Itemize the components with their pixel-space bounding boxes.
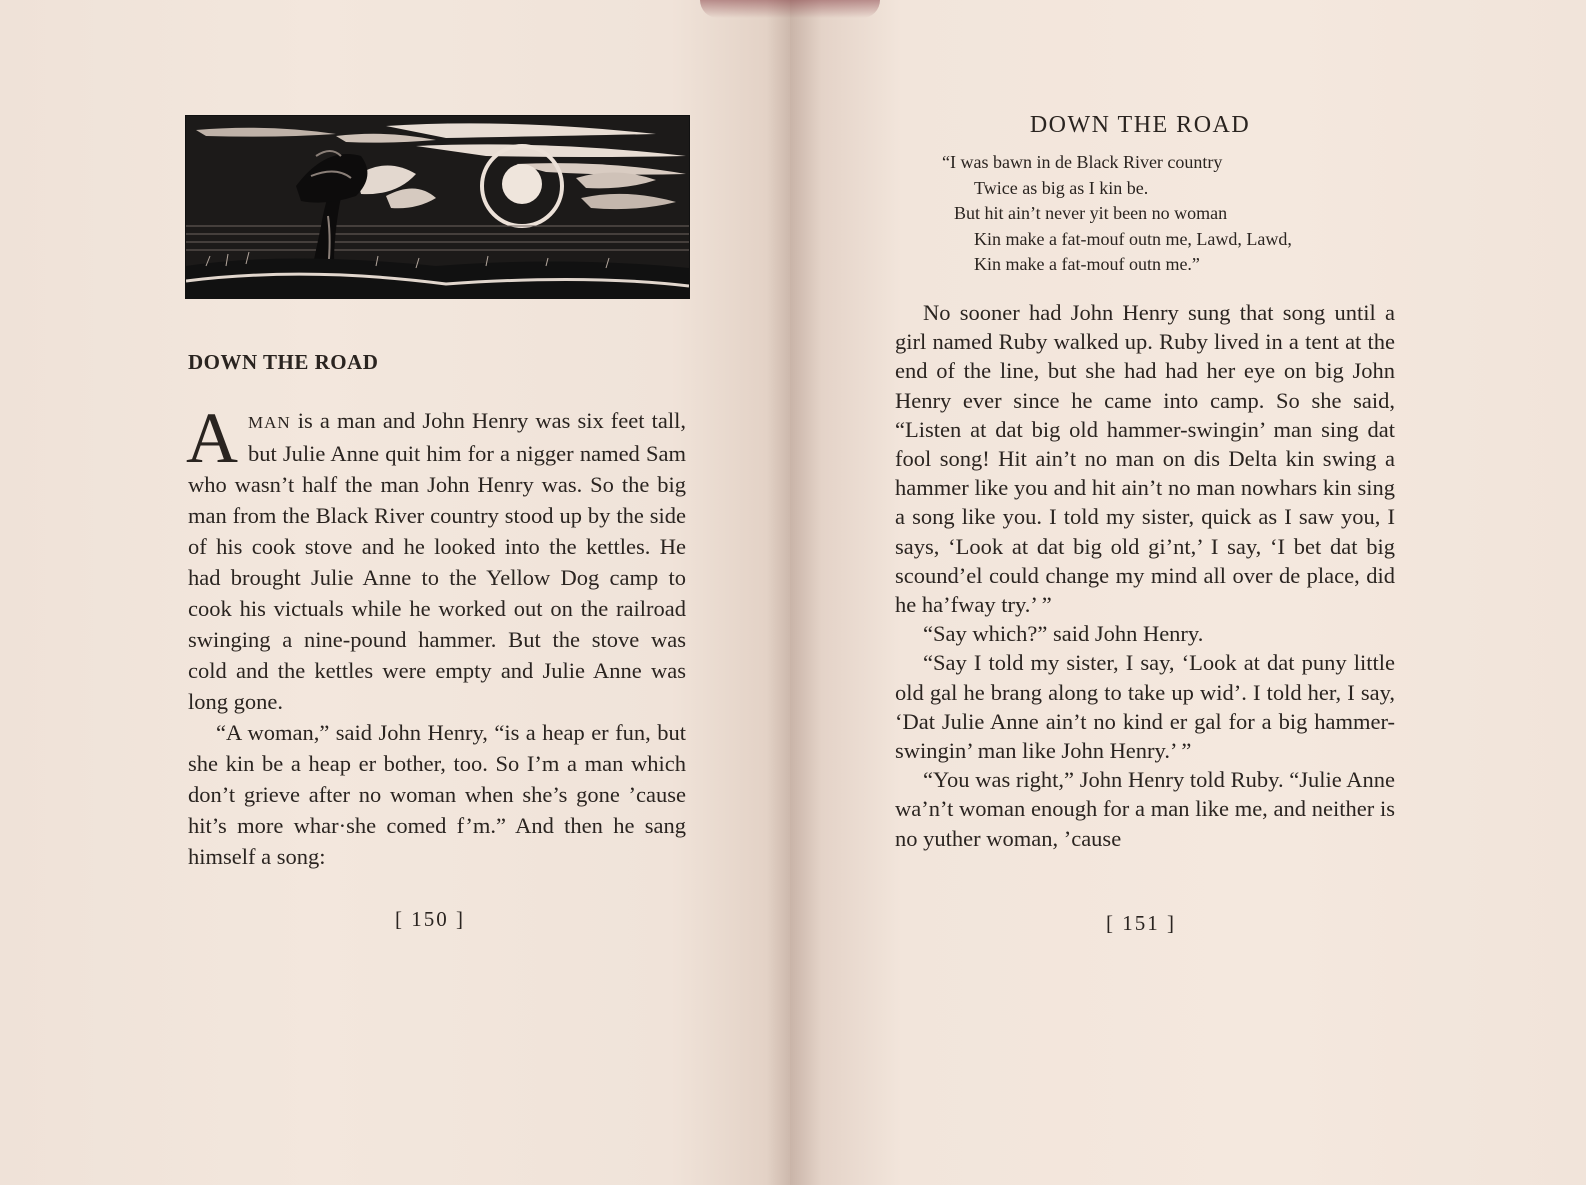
verse-line: But hit ain’t never yit been no woman: [954, 203, 1228, 223]
verse-line: “I was bawn in de Black River country: [942, 152, 1223, 172]
verse-line: Kin make a fat-mouf outn me.”: [974, 254, 1200, 274]
woodcut-illustration: [185, 115, 690, 299]
running-head-right: DOWN THE ROAD: [1029, 112, 1251, 138]
verse-line: Kin make a fat-mouf outn me, Lawd, Lawd,: [974, 228, 1292, 249]
verse-line: Twice as big as I kin be.: [974, 177, 1149, 198]
paragraph: No sooner had John Henry sung that song until a girl named Ruby walked up. Ruby lived in a tent at the end of the line, but she had had her eye on big John Henry ever since he came into camp. So she said, “Listen at dat big old hammer-swingin’ man sing dat fool song! Hit ain’t no man on dis Delta kin swing a hammer like you and hit ain’t no man nowhars kin sing a song like you. I told my sister, quick as I saw you, I says, ‘Look at dat big old gi’nt,’ I say, ‘I bet dat big scound’el could change my mind all over de place, did he ha’fway try.’ ”: [895, 300, 1395, 618]
paragraph: “You was right,” John Henry told Ruby. “Julie Anne wa’n’t woman enough for a man like me, and neither is no yuther woman, ’cause: [895, 767, 1395, 851]
paragraph: “A woman,” said John Henry, “is a heap er fun, but she kin be a heap er bother, too. So I’m a man which don’t grieve after no woman when she’s gone ’cause hit’s more whar·she comed f’m.” And then he sang himself a song:: [188, 720, 686, 869]
opening-paragraph-text: is a man and John Henry was six feet tall, but Julie Anne quit him for a nigger named Sam who wasn’t half the man John Henry was. So the big man from the Black River country stood up by the side of his cook stove and he looked into the kettles. He had brought Julie Anne to the Yellow Dog camp to cook his victuals while he worked out on the railroad swinging a nine-pound hammer. But the stove was cold and the kettles were empty and Julie Anne was long gone.: [188, 408, 686, 714]
drop-cap: A: [186, 398, 238, 478]
page-number-right: [ 151 ]: [1106, 911, 1176, 935]
small-caps-word: MAN: [248, 413, 291, 432]
song-verse: [942, 150, 1292, 278]
chapter-heading-left: DOWN THE ROAD: [188, 350, 379, 374]
right-body-text: [895, 298, 1395, 853]
opening-paragraph: [186, 398, 686, 717]
paragraph: “Say I told my sister, I say, ‘Look at dat puny little old gal he brang along to take up wid’. I told her, I say, ‘Dat Julie Anne ain’t no kind er gal for a big hammer-swingin’ man like John Henry.’ ”: [895, 650, 1395, 764]
paragraph: “Say which?” said John Henry.: [923, 621, 1204, 647]
page-number-left: [ 150 ]: [395, 907, 465, 931]
book-spine-shadow: [700, 0, 880, 18]
left-body-text: [186, 398, 686, 872]
